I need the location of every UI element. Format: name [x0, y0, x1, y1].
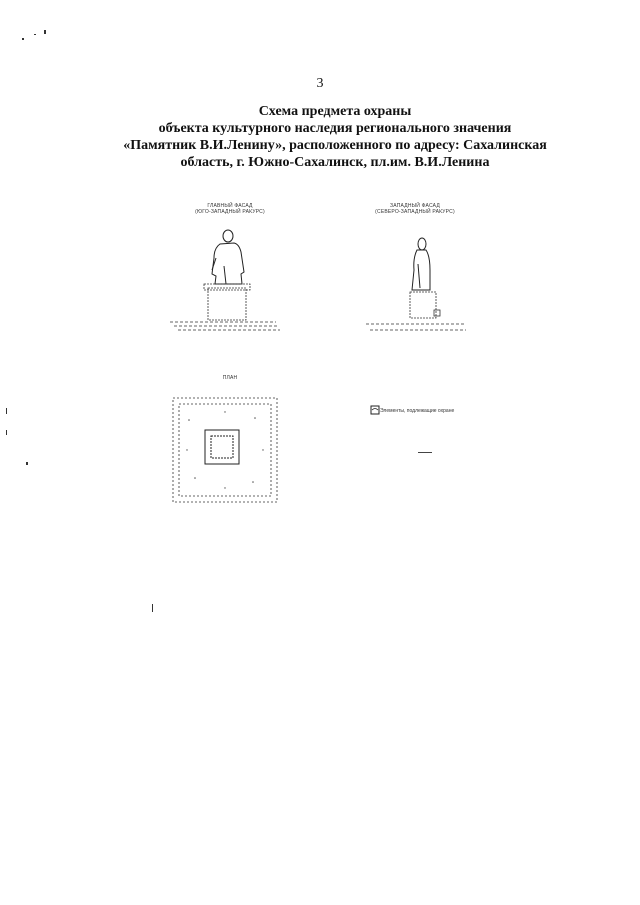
plan-caption: [170, 375, 290, 381]
plan-drawing: [165, 390, 285, 510]
pedestal-side: [410, 292, 440, 318]
main-facade-caption-sub: (ЮГО-ЗАПАДНЫЙ РАКУРС): [195, 209, 265, 215]
side-facade-drawing: [360, 230, 470, 342]
scan-speck: [26, 462, 28, 465]
side-facade-caption: [355, 203, 475, 215]
pedestal: [204, 284, 250, 320]
main-facade-caption-title: ГЛАВНЫЙ ФАСАД: [207, 203, 253, 209]
scan-speck: [22, 38, 24, 40]
side-facade-caption-title: ЗАПАДНЫЙ ФАСАД: [390, 203, 440, 209]
ground-line: [170, 322, 280, 330]
scan-speck: [6, 430, 7, 435]
plan-caption-title: ПЛАН: [222, 375, 238, 381]
main-facade-caption: [170, 203, 290, 215]
plan-outer-square: [173, 398, 277, 502]
legend-swatch: [370, 405, 380, 415]
document-title: [100, 103, 570, 171]
ground-line-side: [366, 324, 466, 330]
side-facade-caption-sub: (СЕВЕРО-ЗАПАДНЫЙ РАКУРС): [375, 209, 455, 215]
scan-speck: [152, 604, 153, 612]
scan-speck: [34, 34, 36, 35]
legend-item-label: Элементы, подлежащие охране: [380, 408, 455, 414]
main-facade-drawing: [168, 222, 288, 340]
title-line-1: Схема предмета охраны: [258, 104, 412, 119]
plan-inner-pedestal: [205, 430, 239, 464]
statue-figure: [212, 230, 244, 284]
title-line-2: объекта культурного наследия регионального значения: [158, 121, 512, 136]
statue-figure-side: [412, 238, 430, 290]
plan-texture: [186, 411, 263, 488]
legend-divider: [418, 452, 432, 453]
scan-speck: [6, 408, 7, 414]
scan-speck: [44, 30, 46, 34]
title-line-4: область, г. Южно-Сахалинск, пл.им. В.И.Ленина: [180, 155, 490, 170]
page-number: 3: [316, 76, 324, 91]
title-line-3: «Памятник В.И.Ленину», расположенного по адресу: Сахалинская: [123, 138, 547, 153]
